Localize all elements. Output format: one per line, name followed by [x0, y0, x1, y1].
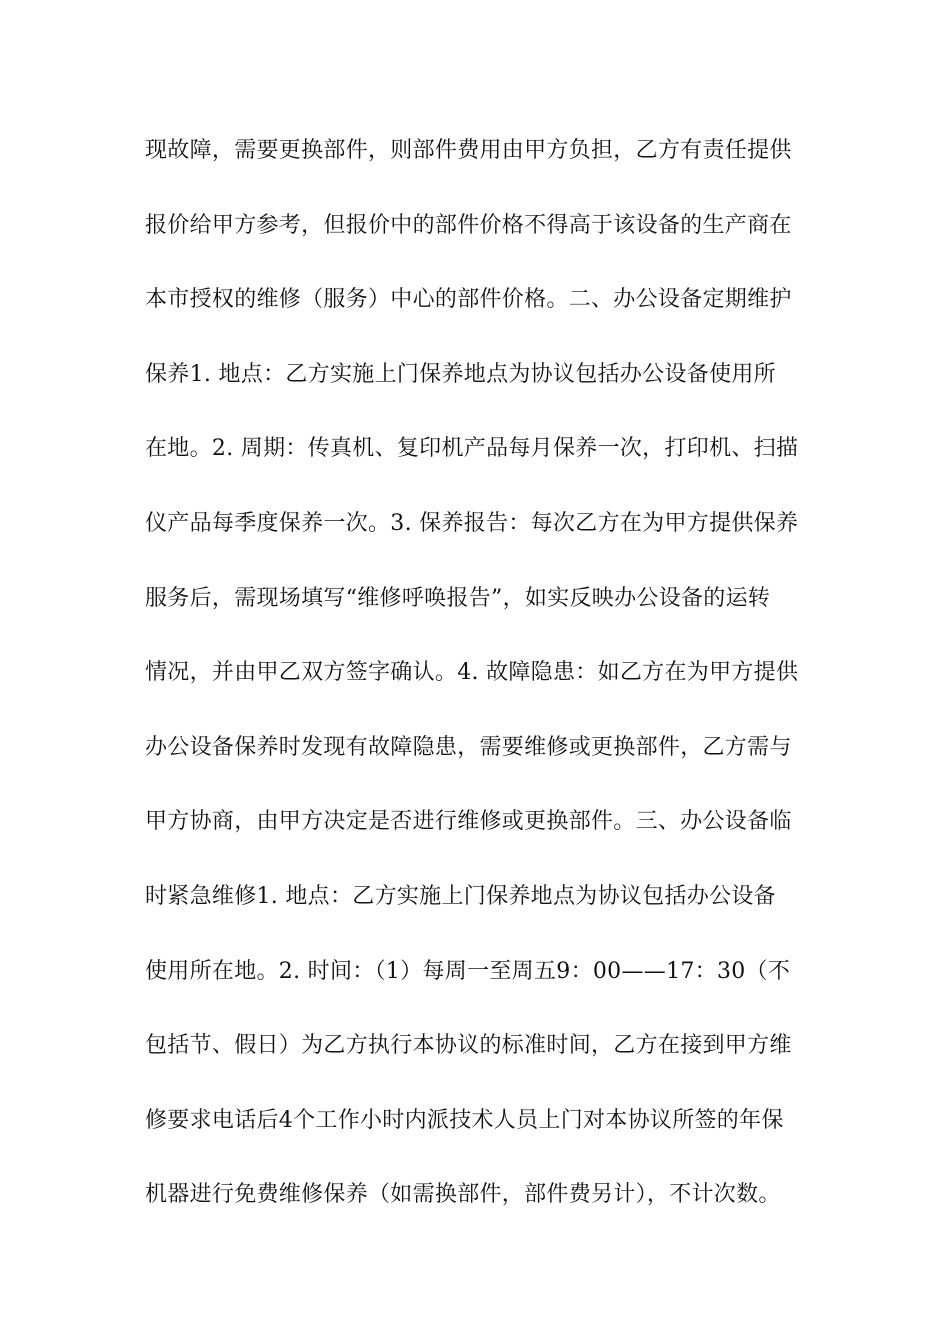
- text-line: 包括节、假日）为乙方执行本协议的标准时间，乙方在接到甲方维: [145, 1033, 792, 1059]
- text-line: 时紧急维修1. 地点：乙方实施上门保养地点为协议包括办公设备: [145, 883, 776, 909]
- text-line: 现故障，需要更换部件，则部件费用由甲方负担，乙方有责任提供: [145, 138, 792, 163]
- text-line: 机器进行免费维修保养（如需换部件，部件费另计），不计次数。: [145, 1182, 781, 1208]
- text-line: 保养1. 地点：乙方实施上门保养地点为协议包括办公设备使用所: [145, 361, 776, 387]
- text-line: 情况，并由甲乙双方签字确认。4. 故障隐患：如乙方在为甲方提供: [145, 660, 799, 686]
- text-line: 甲方协商，由甲方决定是否进行维修或更换部件。三、办公设备临: [145, 809, 792, 835]
- text-line: 本市授权的维修（服务）中心的部件价格。二、办公设备定期维护: [145, 287, 792, 313]
- text-line: 仪产品每季度保养一次。3. 保养报告：每次乙方在为甲方提供保养: [145, 510, 799, 536]
- text-line: 报价给甲方参考，但报价中的部件价格不得高于该设备的生产商在: [145, 212, 792, 238]
- body-text: [145, 125, 810, 1244]
- text-line: 服务后，需现场填写“维修呼唤报告”，如实反映办公设备的运转: [145, 585, 771, 611]
- text-line: 在地。2. 周期：传真机、复印机产品每月保养一次，打印机、扫描: [145, 436, 799, 462]
- text-line: 修要求电话后4个工作小时内派技术人员上门对本协议所签的年保: [145, 1107, 784, 1133]
- text-line: 办公设备保养时发现有故障隐患，需要维修或更换部件，乙方需与: [145, 734, 792, 760]
- text-line: 使用所在地。2. 时间：（1）每周一至周五9：00——17：30（不: [145, 958, 791, 984]
